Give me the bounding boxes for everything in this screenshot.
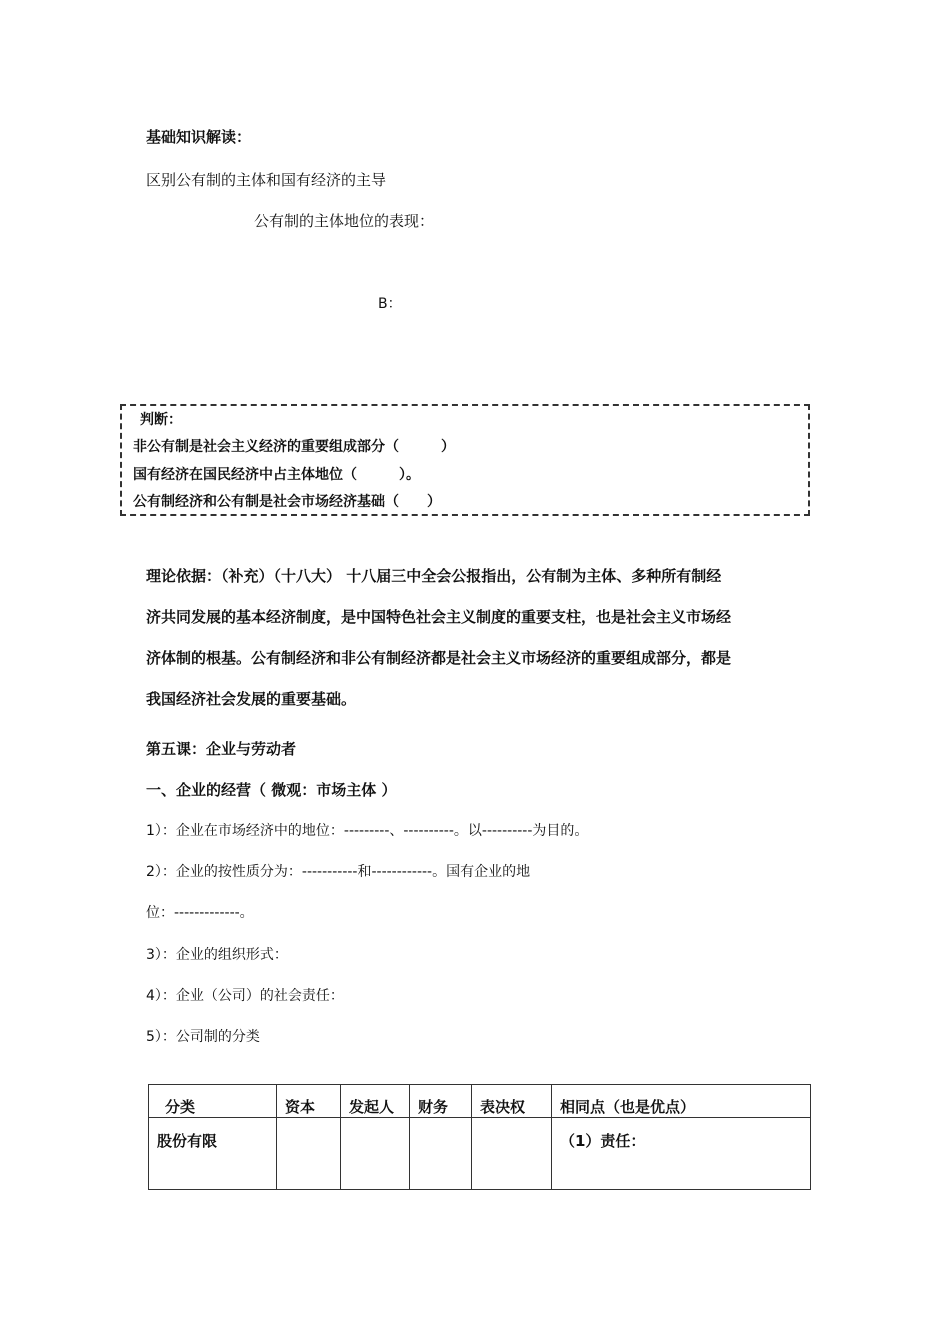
table-cell: （1）责任： xyxy=(552,1118,811,1190)
table-header-cell: 发起人 xyxy=(341,1085,410,1118)
point-b-label: B： xyxy=(378,296,402,312)
theory-line: 济共同发展的基本经济制度，是中国特色社会主义制度的重要支柱，也是社会主义市场经 xyxy=(146,608,732,626)
judgement-title: 判断： xyxy=(140,412,182,428)
company-classification-table xyxy=(148,1084,811,1190)
point-item: 1）：企业在市场经济中的地位：---------、----------。以----------为目的。 xyxy=(146,823,589,839)
theory-line: 我国经济社会发展的重要基础。 xyxy=(146,690,357,708)
table-row xyxy=(149,1118,811,1190)
public-main-line: 公有制的主体地位的表现： xyxy=(254,212,435,230)
distinguish-line: 区别公有制的主体和国有经济的主导 xyxy=(146,171,387,189)
table-header-cell: 表决权 xyxy=(472,1085,552,1118)
point-item: 4）：企业（公司）的社会责任： xyxy=(146,988,344,1004)
table-header-cell: 财务 xyxy=(410,1085,472,1118)
table-cell xyxy=(277,1118,341,1190)
section-title: 一、企业的经营（ 微观：市场主体 ） xyxy=(146,781,397,799)
theory-line: 济体制的根基。公有制经济和非公有制经济都是社会主义市场经济的重要组成部分，都是 xyxy=(146,649,732,667)
section-heading: 基础知识解读： xyxy=(146,128,252,146)
table-cell xyxy=(341,1118,410,1190)
point-item: 5）：公司制的分类 xyxy=(146,1029,260,1045)
table-header-cell: 相同点（也是优点） xyxy=(552,1085,811,1118)
point-item: 2）：企业的按性质分为：-----------和------------。国有企业的地 xyxy=(146,864,531,880)
judgement-item: 国有经济在国民经济中占主体地位（ ）。 xyxy=(133,467,420,483)
theory-line: 理论依据：（补充）（十八大） 十八届三中全会公报指出，公有制为主体、多种所有制经 xyxy=(146,567,722,585)
table-cell xyxy=(410,1118,472,1190)
table-header-row xyxy=(149,1085,811,1118)
theory-paragraph xyxy=(146,556,816,720)
table-cell xyxy=(472,1118,552,1190)
point-item: 位：-------------。 xyxy=(146,905,254,921)
judgement-item: 公有制经济和公有制是社会市场经济基础（ ） xyxy=(133,494,441,510)
table-header-cell: 分类 xyxy=(149,1085,277,1118)
lesson-title: 第五课：企业与劳动者 xyxy=(146,740,297,758)
table-header-cell: 资本 xyxy=(277,1085,341,1118)
point-item: 3）：企业的组织形式： xyxy=(146,947,288,963)
judgement-item: 非公有制是社会主义经济的重要组成部分（ ） xyxy=(133,439,455,455)
table-cell: 股份有限 xyxy=(149,1118,277,1190)
